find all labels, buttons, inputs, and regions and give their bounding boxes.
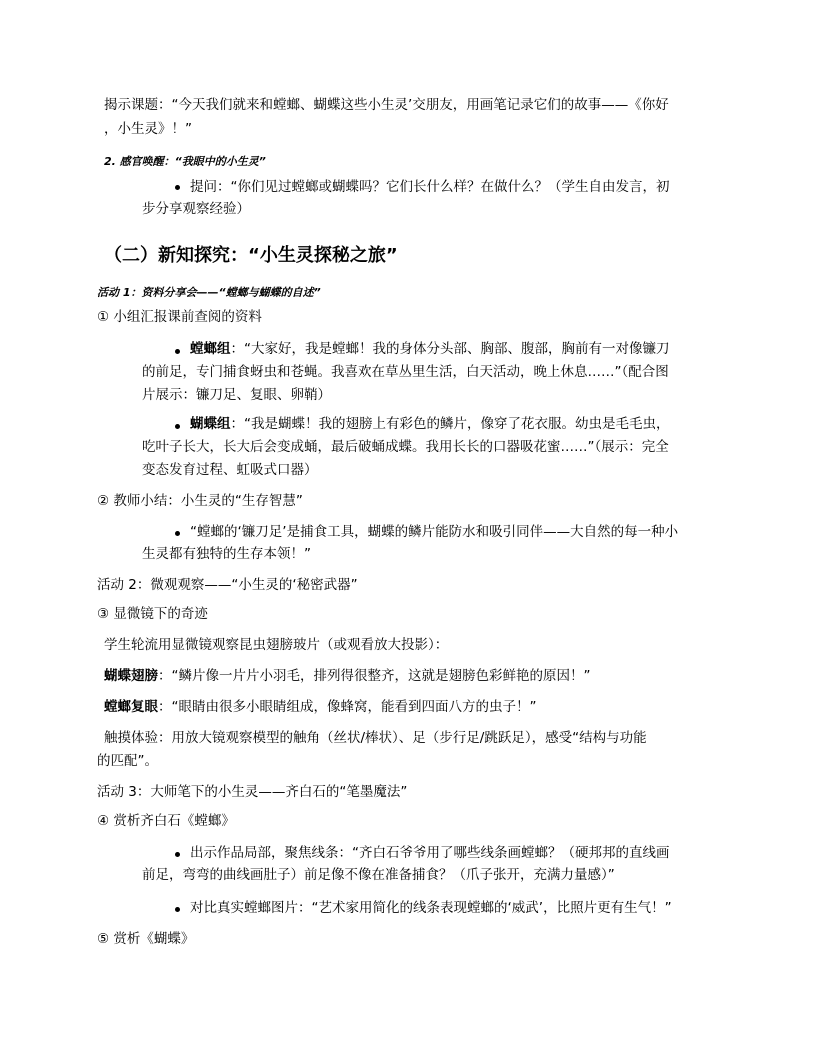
summary-line-2: 生灵都有独特的生存本领！” <box>142 546 311 562</box>
bullet-dot <box>175 349 180 354</box>
activity-3-title: 活动 3：大师笔下的小生灵——齐白石的“笔墨魔法” <box>97 784 408 800</box>
touch-line-1: 触摸体验：用放大镜观察模型的触角（丝状/棒状）、足（步行足/跳跃足），感受“结构与功能 <box>104 730 647 746</box>
section-title-sensory: 2. 感官唤醒：“我眼中的小生灵” <box>104 155 266 168</box>
microscope-intro: 学生轮流用显微镜观察昆虫翅膀玻片（或观看放大投影）： <box>104 637 449 653</box>
item-1: ① 小组汇报课前查阅的资料 <box>97 309 262 325</box>
butterfly-group-line-3: 变态发育过程、虹吸式口器） <box>142 462 318 478</box>
butterfly-group-label: 蝴蝶组 <box>190 416 231 432</box>
bullet-dot <box>175 531 180 536</box>
section-heading: （二）新知探究：“小生灵探秘之旅” <box>104 245 398 266</box>
appreciation-line-2: 前足，弯弯的曲线画肚子）前足像不像在准备捕食？（爪子张开，充满力量感）” <box>142 867 615 883</box>
mantis-group-line-2: 的前足，专门捕食蚜虫和苍蝇。我喜欢在草丛里生活，白天活动，晚上休息……”（配合图 <box>142 364 669 380</box>
mantis-group-line-3: 片展示：镰刀足、复眼、卵鞘） <box>142 387 331 403</box>
intro-line-2: ，小生灵》！” <box>104 121 192 137</box>
activity-1-title: 活动 1：资料分享会——“螳螂与蝴蝶的自述” <box>97 286 321 299</box>
touch-line-2: 的匹配”。 <box>97 753 158 769</box>
bullet-dot <box>175 852 180 857</box>
wing-text: ：“鳞片像一片片小羽毛，排列得很整齐，这就是翅膀色彩鲜艳的原因！” <box>158 668 591 684</box>
butterfly-group-line-1 <box>190 415 670 433</box>
eye-label: 螳螂复眼 <box>104 699 158 715</box>
bullet-dot <box>175 185 180 190</box>
summary-line-1: “螳螂的‘镰刀足’是捕食工具，蝴蝶的鳞片能防水和吸引同伴——大自然的每一种小 <box>190 524 679 540</box>
wing-label: 蝴蝶翅膀 <box>104 668 158 684</box>
appreciation-line-1: 出示作品局部，聚焦线条：“齐白石爷爷用了哪些线条画螳螂？（硬邦邦的直线画 <box>190 845 670 861</box>
intro-line-1: 揭示课题：“今天我们就来和螳螂、蝴蝶这些小生灵’交朋友，用画笔记录它们的故事——《你好 <box>104 97 669 113</box>
butterfly-group-line-2: 吃叶子长大，长大后会变成蛹，最后破蛹成蝶。我用长长的口器吸花蜜……”（展示：完全 <box>142 439 669 455</box>
bullet-dot <box>175 907 180 912</box>
question-line-1: 提问：“你们见过螳螂或蝴蝶吗？它们长什么样？在做什么？（学生自由发言，初 <box>190 179 670 195</box>
item-4: ④ 赏析齐白石《螳螂》 <box>97 813 235 829</box>
comparison-line: 对比真实螳螂图片：“艺术家用简化的线条表现螳螂的‘威武’，比照片更有生气！” <box>190 900 672 916</box>
item-5: ⑤ 赏析《蝴蝶》 <box>97 931 195 947</box>
bullet-dot <box>175 424 180 429</box>
wing-observation <box>104 667 591 685</box>
eye-observation <box>104 698 537 716</box>
mantis-group-label: 螳螂组 <box>190 341 231 357</box>
eye-text: ：“眼睛由很多小眼睛组成，像蜂窝，能看到四面八方的虫子！” <box>158 699 537 715</box>
activity-2-title: 活动 2：微观观察——“小生灵的‘秘密武器” <box>97 577 358 593</box>
butterfly-group-text: ：“我是蝴蝶！我的翅膀上有彩色的鳞片，像穿了花衣服。幼虫是毛毛虫， <box>230 416 670 432</box>
item-2: ② 教师小结：小生灵的“生存智慧” <box>97 493 303 509</box>
mantis-group-line-1 <box>190 340 670 358</box>
mantis-group-text: ：“大家好，我是螳螂！我的身体分头部、胸部、腹部，胸前有一对像镰刀 <box>230 341 670 357</box>
item-3: ③ 显微镜下的奇迹 <box>97 606 208 622</box>
question-line-2: 步分享观察经验） <box>142 201 250 217</box>
